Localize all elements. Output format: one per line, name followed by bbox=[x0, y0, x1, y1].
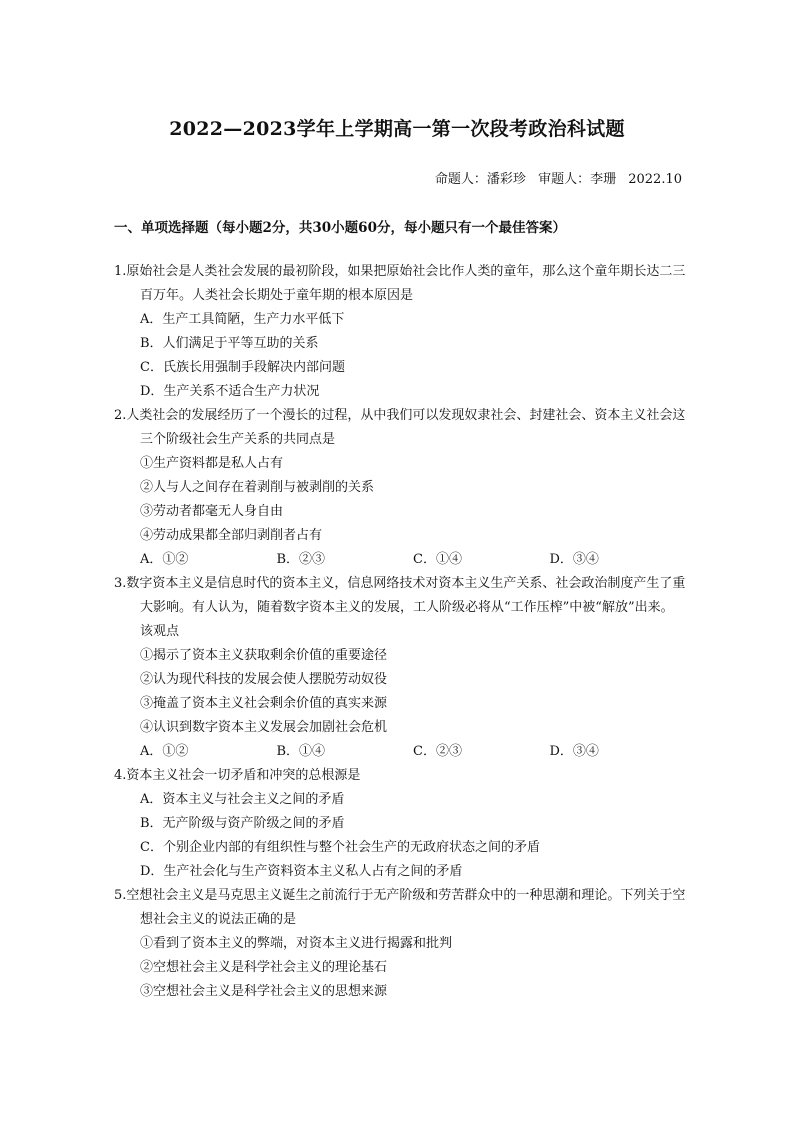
statement-3: ③空想社会主义是科学社会主义的思想来源 bbox=[140, 984, 388, 999]
statement-4: ④认识到数字资本主义发展会加剧社会危机 bbox=[140, 720, 388, 735]
option-a: A．生产工具简陋，生产力水平低下 bbox=[140, 312, 345, 327]
statement-2: ②认为现代科技的发展会使人摆脱劳动奴役 bbox=[140, 672, 388, 687]
option-a: A．①② bbox=[140, 552, 189, 567]
reviewer: 审题人：李珊 bbox=[538, 172, 617, 187]
question-stem: 3.数字资本主义是信息时代的资本主义，信息网络技术对资本主义生产关系、社会政治制度产生了重大影响。有人认为，随着数字资本主义的发展，工人阶级必将从“工作压榨”中被“解放”出来。该观点 bbox=[114, 576, 686, 639]
statement-1: ①揭示了资本主义获取剩余价值的重要途径 bbox=[140, 648, 388, 663]
statement-1: ①看到了资本主义的弊端，对资本主义进行揭露和批判 bbox=[140, 936, 453, 951]
exam-date: 2022.10 bbox=[628, 172, 682, 187]
statement-2: ②人与人之间存在着剥削与被剥削的关系 bbox=[140, 480, 375, 495]
option-b: B．①④ bbox=[276, 744, 326, 759]
option-d: D．生产关系不适合生产力状况 bbox=[140, 384, 320, 399]
statement-3: ③掩盖了资本主义社会剩余价值的真实来源 bbox=[140, 696, 388, 711]
option-d: D．③④ bbox=[549, 744, 599, 759]
author: 命题人：潘彩珍 bbox=[434, 172, 526, 187]
question-list bbox=[114, 260, 686, 1004]
option-b: B．无产阶级与资产阶级之间的矛盾 bbox=[140, 816, 345, 831]
question-2 bbox=[114, 404, 686, 572]
option-d: D．③④ bbox=[549, 552, 599, 567]
question-stem: 1.原始社会是人类社会发展的最初阶段，如果把原始社会比作人类的童年，那么这个童年期长达二三百万年。人类社会长期处于童年期的根本原因是 bbox=[114, 264, 686, 303]
question-stem: 5.空想社会主义是马克思主义诞生之前流行于无产阶级和劳苦群众中的一种思潮和理论。下列关于空想社会主义的说法正确的是 bbox=[114, 888, 686, 927]
option-a: A．资本主义与社会主义之间的矛盾 bbox=[140, 792, 345, 807]
question-1 bbox=[114, 260, 686, 404]
statement-1: ①生产资料都是私人占有 bbox=[140, 456, 284, 471]
option-c: C．个别企业内部的有组织性与整个社会生产的无政府状态之间的矛盾 bbox=[140, 840, 540, 855]
option-c: C．氏族长用强制手段解决内部问题 bbox=[140, 360, 345, 375]
option-b: B．②③ bbox=[276, 552, 326, 567]
question-4 bbox=[114, 764, 686, 884]
question-3 bbox=[114, 572, 686, 764]
author-line bbox=[427, 168, 682, 187]
question-5 bbox=[114, 884, 686, 1004]
option-d: D．生产社会化与生产资料资本主义私人占有之间的矛盾 bbox=[140, 864, 463, 879]
statement-4: ④劳动成果都全部归剥削者占有 bbox=[140, 528, 323, 543]
option-row bbox=[114, 548, 686, 572]
question-stem: 4.资本主义社会一切矛盾和冲突的总根源是 bbox=[114, 768, 361, 783]
option-c: C．②③ bbox=[413, 744, 462, 759]
option-b: B．人们满足于平等互助的关系 bbox=[140, 336, 319, 351]
section-heading: 一、单项选择题（每小题2分，共30小题60分，每小题只有一个最佳答案） bbox=[114, 220, 566, 236]
statement-2: ②空想社会主义是科学社会主义的理论基石 bbox=[140, 960, 388, 975]
question-stem: 2.人类社会的发展经历了一个漫长的过程，从中我们可以发现奴隶社会、封建社会、资本主义社会这三个阶级社会生产关系的共同点是 bbox=[114, 408, 686, 447]
option-row bbox=[114, 740, 686, 764]
statement-3: ③劳动者都毫无人身自由 bbox=[140, 504, 284, 519]
exam-title: 2022—2023学年上学期高一第一次段考政治科试题 bbox=[169, 118, 625, 140]
option-a: A．①② bbox=[140, 744, 189, 759]
option-c: C．①④ bbox=[413, 552, 462, 567]
